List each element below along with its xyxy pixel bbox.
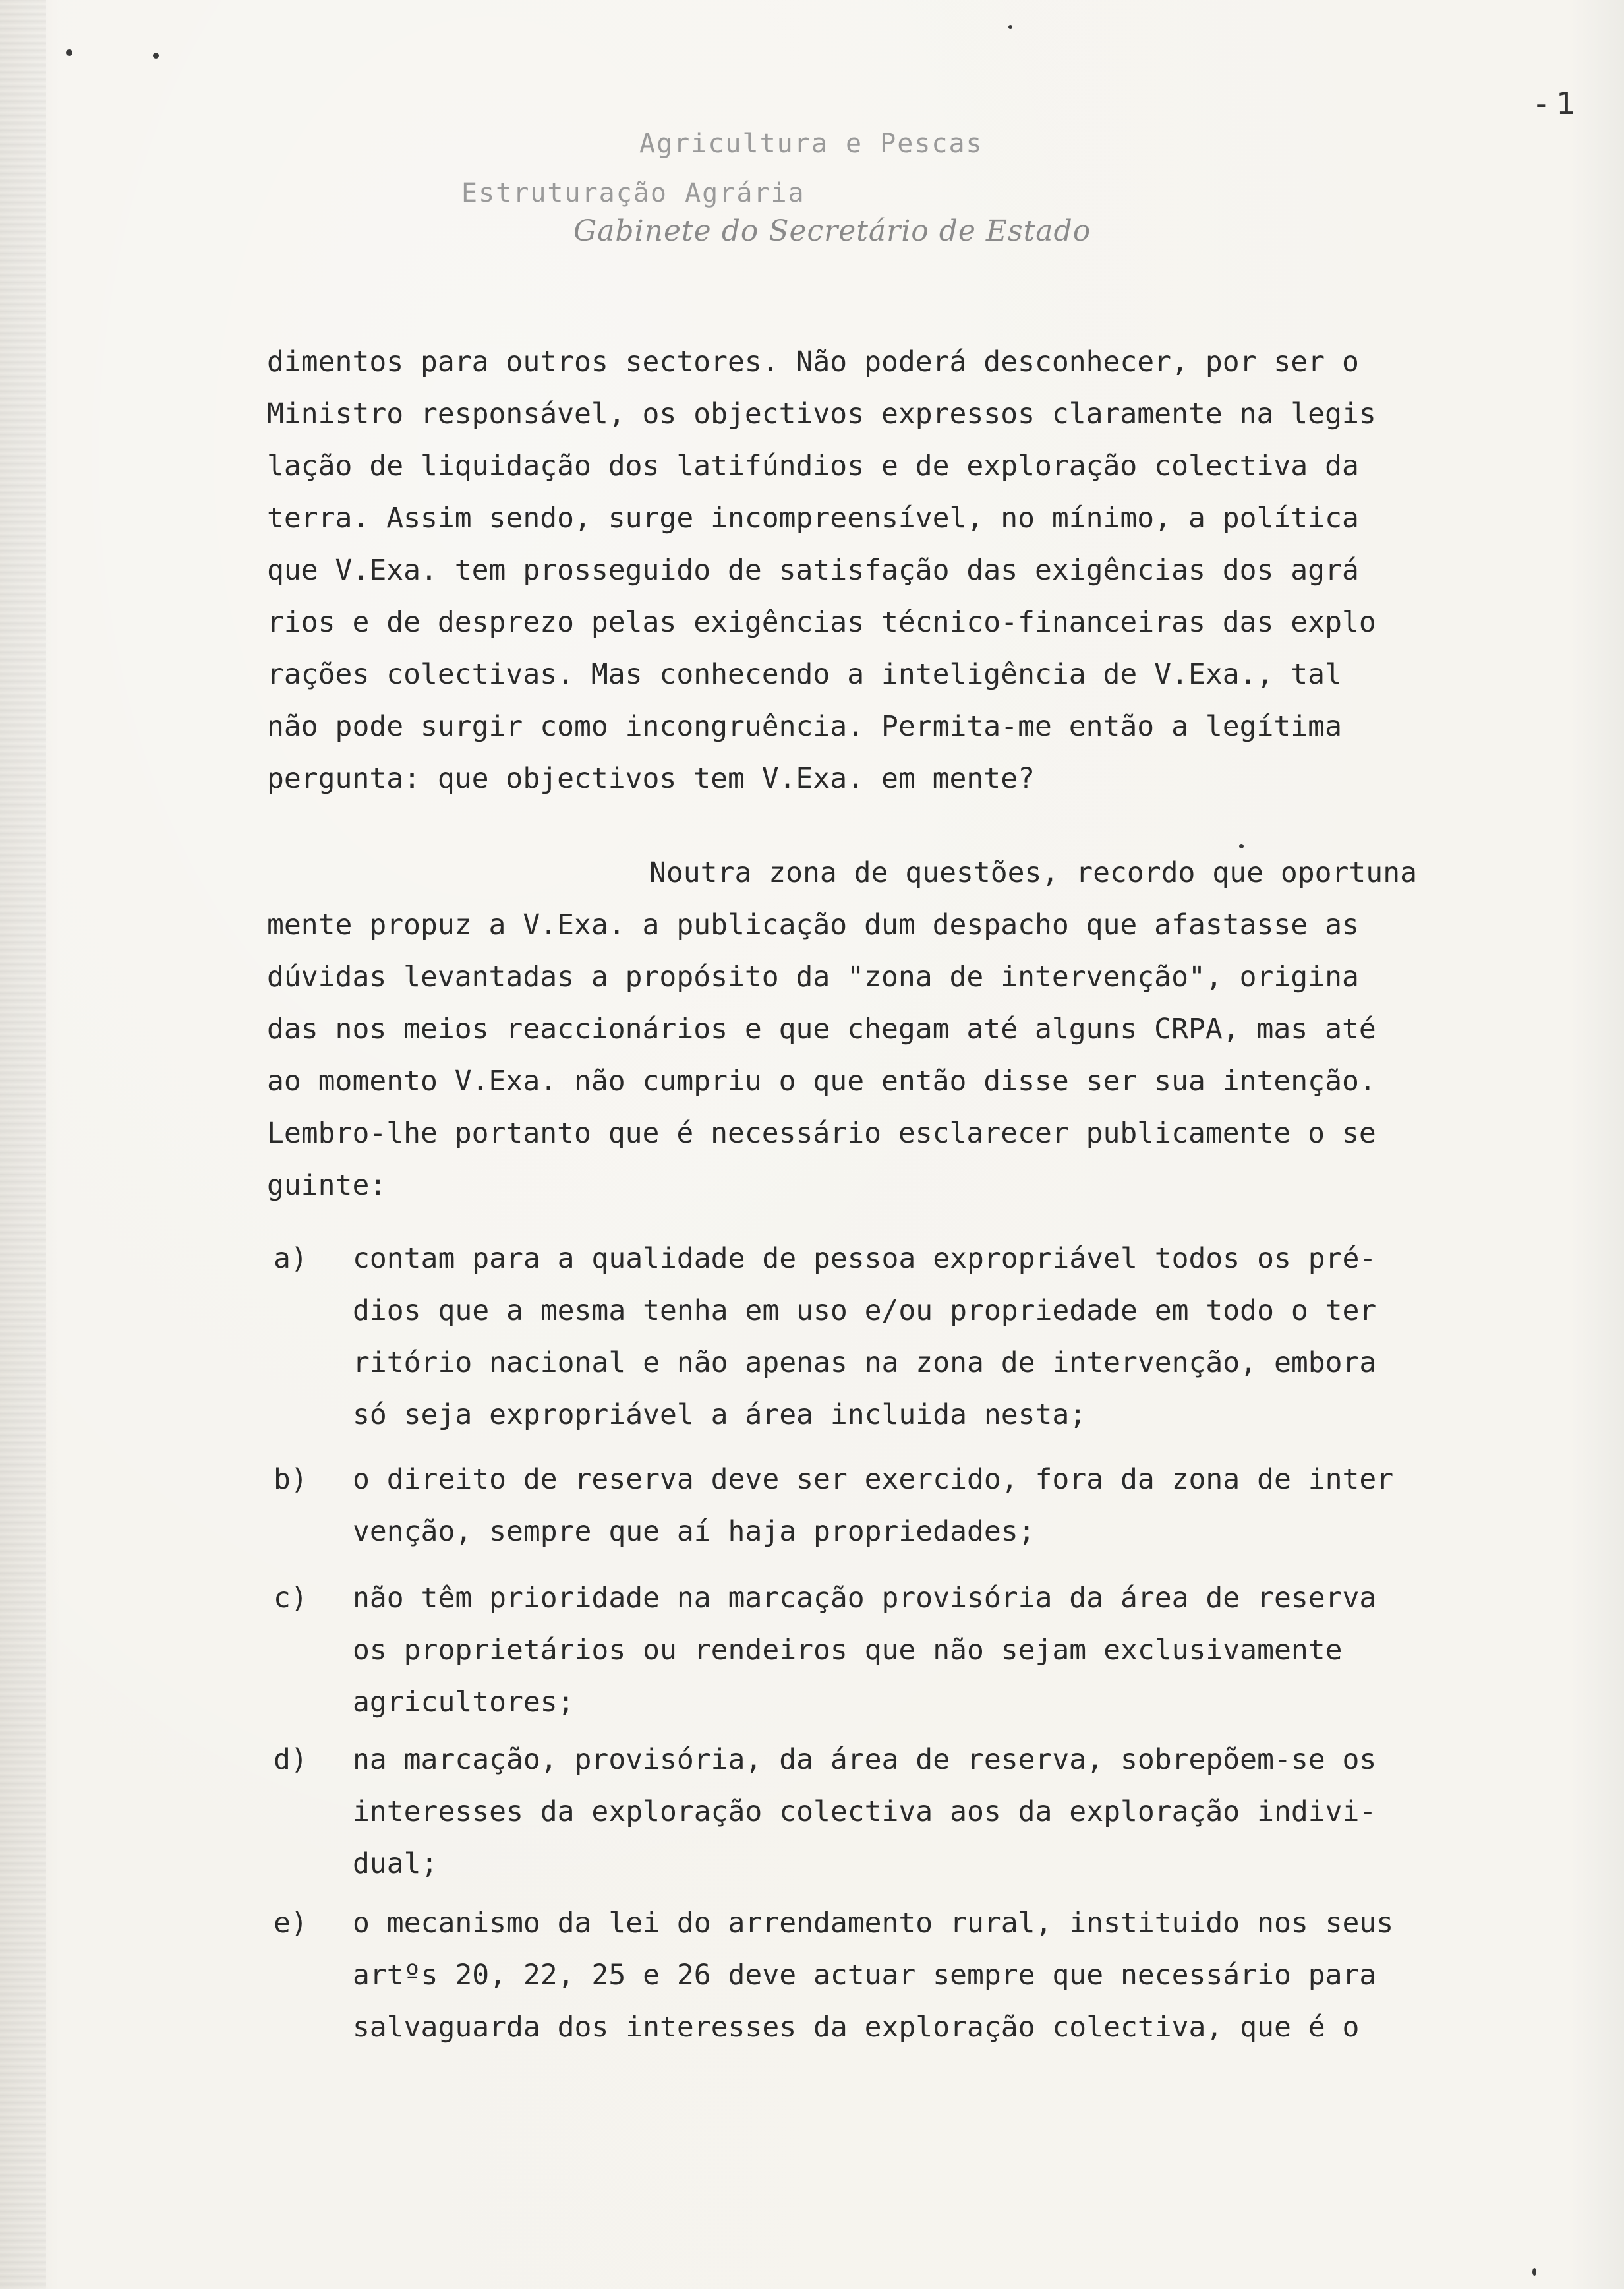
list-item-line: interesses da exploração colectiva aos da exploração indivi- xyxy=(353,1795,1377,1828)
header-secretariat-line: Estruturação Agrária xyxy=(461,178,805,208)
paragraph-line: não pode surgir como incongruência. Permita-me então a legítima xyxy=(267,710,1342,743)
list-marker: e) xyxy=(274,1907,308,1940)
list-item-line: o mecanismo da lei do arrendamento rural, instituido nos seus xyxy=(353,1907,1394,1940)
page-number: - 1 xyxy=(1536,86,1576,121)
list-marker: a) xyxy=(274,1242,308,1275)
paragraph-line: Ministro responsável, os objectivos expressos claramente na legis xyxy=(267,398,1376,431)
list-item-line: venção, sempre que aí haja propriedades; xyxy=(353,1515,1035,1548)
list-item-line: só seja expropriável a área incluida nesta; xyxy=(353,1398,1087,1431)
paragraph-line: pergunta: que objectivos tem V.Exa. em mente? xyxy=(267,762,1035,795)
paragraph-line: que V.Exa. tem prosseguido de satisfação das exigências dos agrá xyxy=(267,554,1359,587)
list-item-line: ritório nacional e não apenas na zona de intervenção, embora xyxy=(353,1346,1377,1379)
header-cabinet-line: Gabinete do Secretário de Estado xyxy=(573,214,1091,248)
paragraph-line: terra. Assim sendo, surge incompreensível, no mínimo, a política xyxy=(267,502,1359,535)
scan-speck xyxy=(1532,2268,1536,2276)
list-marker: b) xyxy=(274,1463,308,1496)
paragraph-line: dimentos para outros sectores. Não poderá desconhecer, por ser o xyxy=(267,345,1359,378)
paragraph-line: ao momento V.Exa. não cumpriu o que então disse ser sua intenção. xyxy=(267,1065,1376,1098)
list-item-line: contam para a qualidade de pessoa expropriável todos os pré- xyxy=(353,1242,1377,1275)
list-item-line: dios que a mesma tenha em uso e/ou propriedade em todo o ter xyxy=(353,1294,1377,1327)
scan-speck xyxy=(153,53,159,59)
paragraph-line: lação de liquidação dos latifúndios e de exploração colectiva da xyxy=(267,450,1359,483)
paragraph-2 xyxy=(267,847,1579,1212)
list-marker: d) xyxy=(274,1743,308,1776)
paragraph-1 xyxy=(267,336,1579,805)
list-marker: c) xyxy=(274,1582,308,1615)
list-item-line: não têm prioridade na marcação provisória da área de reserva xyxy=(353,1582,1377,1615)
scan-binding-edge xyxy=(0,0,46,2289)
list-item-line: salvaguarda dos interesses da exploração colectiva, que é o xyxy=(353,2011,1360,2044)
header-ministry-line: Agricultura e Pescas xyxy=(639,129,983,159)
paragraph-line: guinte: xyxy=(267,1169,387,1202)
list-item-line: artºs 20, 22, 25 e 26 deve actuar sempre que necessário para xyxy=(353,1959,1377,1992)
list-item-line: o direito de reserva deve ser exercido, fora da zona de inter xyxy=(353,1463,1394,1496)
scan-speck xyxy=(1008,25,1012,29)
paragraph-line: rações colectivas. Mas conhecendo a inteligência de V.Exa., tal xyxy=(267,658,1342,691)
list-item-line: dual; xyxy=(353,1847,438,1880)
list-item-line: os proprietários ou rendeiros que não sejam exclusivamente xyxy=(353,1634,1343,1667)
paragraph-line: dúvidas levantadas a propósito da "zona de intervenção", origina xyxy=(267,961,1359,994)
paragraph-line: Noutra zona de questões, recordo que oportuna xyxy=(649,856,1417,889)
list-item-line: na marcação, provisória, da área de reserva, sobrepõem-se os xyxy=(353,1743,1377,1776)
scan-speck xyxy=(66,49,72,56)
list-item-line: agricultores; xyxy=(353,1686,575,1719)
paragraph-line: das nos meios reaccionários e que chegam até alguns CRPA, mas até xyxy=(267,1013,1376,1046)
paragraph-line: Lembro-lhe portanto que é necessário esclarecer publicamente o se xyxy=(267,1117,1376,1150)
scan-speck xyxy=(1239,844,1244,848)
paragraph-line: rios e de desprezo pelas exigências técnico-financeiras das explo xyxy=(267,606,1376,639)
paragraph-line: mente propuz a V.Exa. a publicação dum despacho que afastasse as xyxy=(267,908,1359,941)
